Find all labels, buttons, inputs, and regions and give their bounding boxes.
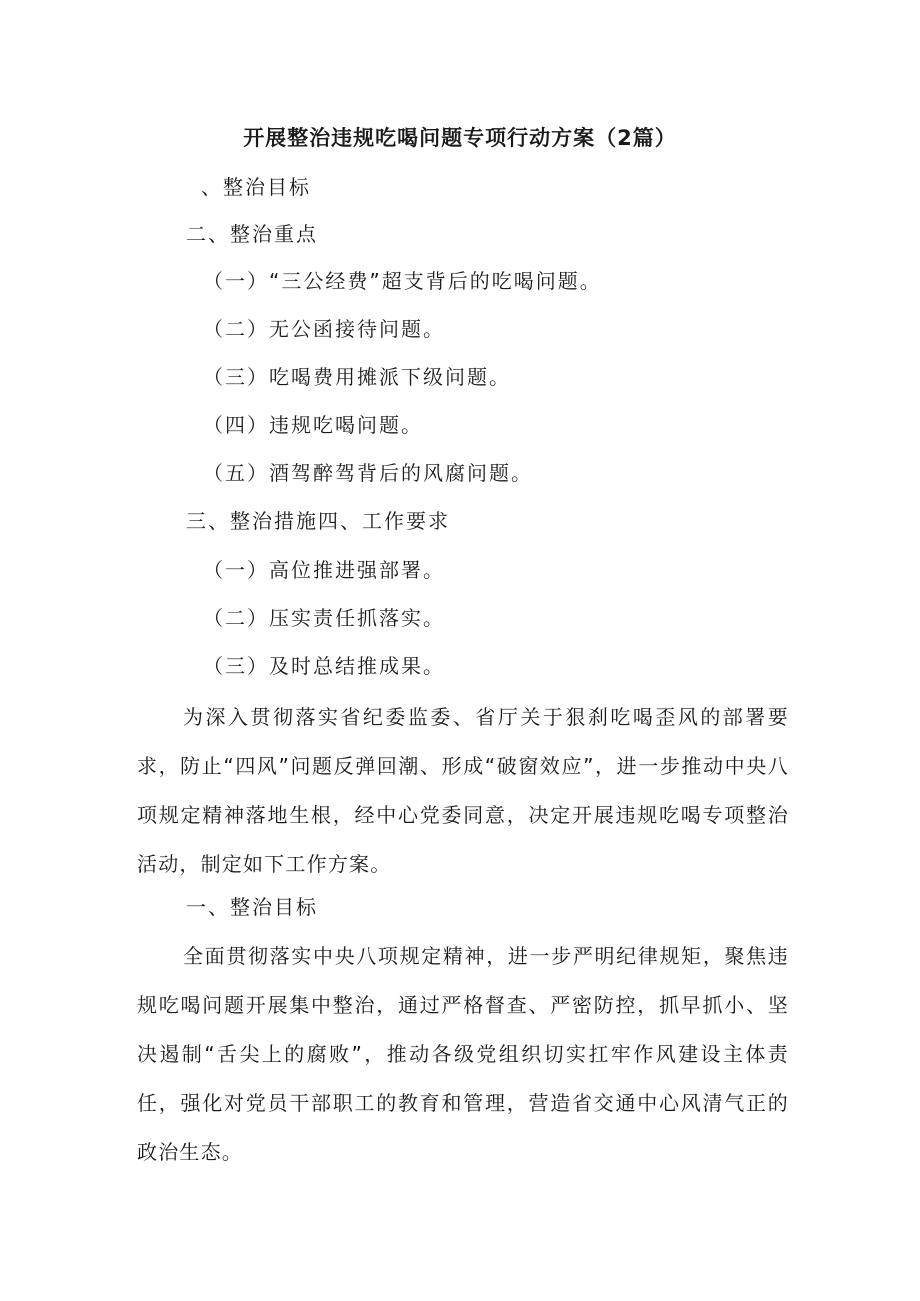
outline-item: （二）压实责任抓落实。: [203, 606, 445, 630]
outline-item: 、整治目标: [201, 175, 311, 199]
outline-item: （三）及时总结推成果。: [203, 654, 445, 678]
outline-item: （一）“三公经费”超支背后的吃喝问题。: [203, 269, 602, 293]
intro-paragraph: 为深入贯彻落实省纪委监委、省厅关于狠刹吃喝歪风的部署要求，防止“四风”问题反弹回潮、形成“破窗效应”，进一步推动中央八项规定精神落地生根，经中心党委同意，决定开展违规吃喝专项整治活动，制定如下工作方案。: [137, 705, 789, 876]
goal-paragraph: 全面贯彻落实中央八项规定精神，进一步严明纪律规矩，聚焦违规吃喝问题开展集中整治，通过严格督查、严密防控，抓早抓小、坚决遏制“舌尖上的腐败”，推动各级党组织切实扛牢作风建设主体责任，强化对党员干部职工的教育和管理，营造省交通中心风清气正的政治生态。: [137, 944, 789, 1164]
outline-item: 三、整治措施四、工作要求: [186, 509, 450, 533]
outline-item: （四）违规吃喝问题。: [203, 413, 423, 437]
document-title: 开展整治违规吃喝问题专项行动方案（2篇）: [243, 126, 677, 150]
outline-item: （五）酒驾醉驾背后的风腐问题。: [203, 461, 533, 485]
section-heading: 一、整治目标: [186, 895, 318, 919]
outline-item: （一）高位推进强部署。: [203, 558, 445, 582]
outline-item: （二）无公函接待问题。: [203, 317, 445, 341]
outline-item: （三）吃喝费用摊派下级问题。: [203, 365, 511, 389]
outline-item: 二、整治重点: [186, 222, 318, 246]
